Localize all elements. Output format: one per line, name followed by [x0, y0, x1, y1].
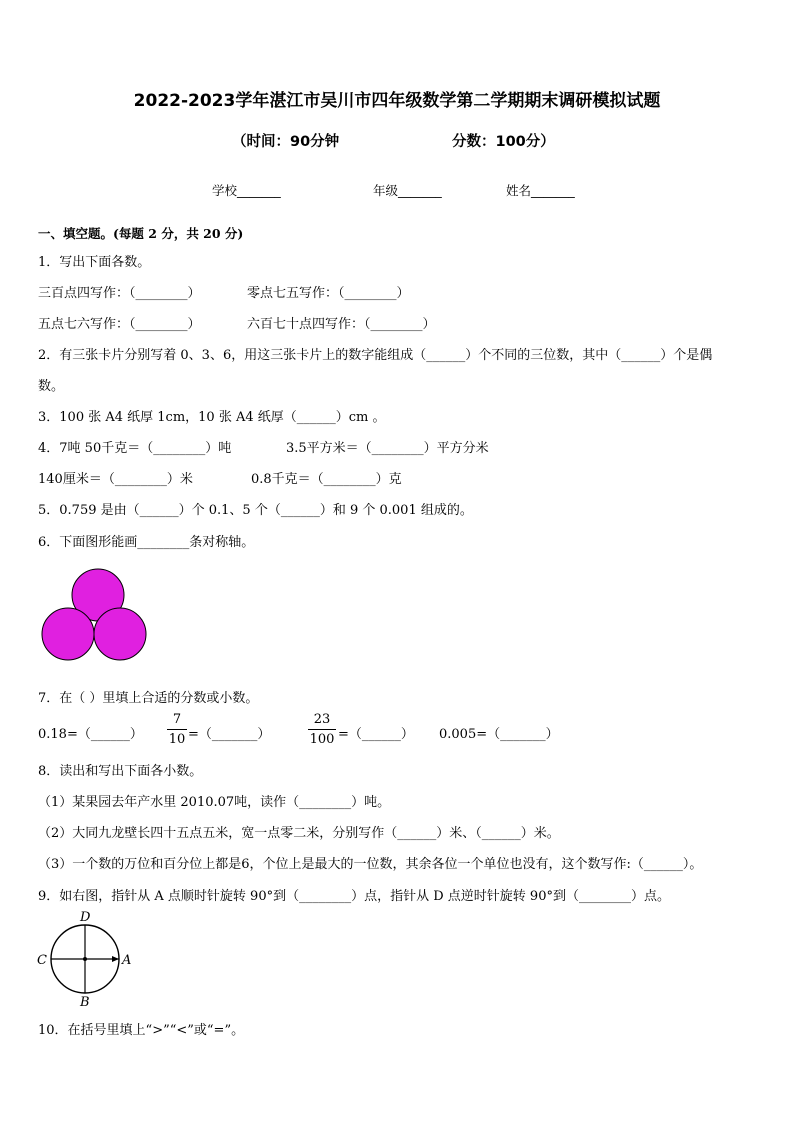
q7-item-a: 0.18=（______） [38, 727, 143, 742]
grade-field[interactable]: 年级_______ [373, 183, 442, 198]
fraction-23-100 [308, 712, 336, 747]
clock-dial-figure [34, 908, 144, 1010]
fraction-denominator: 10 [168, 732, 186, 747]
q1-item-a: 三百点四写作：（________） [38, 286, 201, 301]
fraction-bar [308, 729, 336, 730]
q1-item-b: 零点七五写作：（________） [247, 286, 410, 301]
q8-sub-2: （2）大同九龙壁长四十五点五米，宽一点零二米，分别写作（______）米、（______）米。 [38, 826, 560, 841]
q4-item-a: 4．7吨 50千克＝（________）吨 [38, 441, 232, 456]
fraction-numerator: 23 [313, 712, 331, 727]
fraction-denominator: 100 [309, 732, 335, 747]
name-field[interactable]: 姓名_______ [506, 183, 575, 198]
fraction-bar [167, 729, 187, 730]
circle-right [94, 608, 146, 660]
q7-item-d: 0.005=（_______） [439, 727, 559, 742]
page-title: 2022-2023学年湛江市吴川市四年级数学第二学期期末调研模拟试题 [133, 91, 661, 111]
q4-item-b: 3.5平方米＝（________）平方分米 [286, 441, 489, 456]
q4-item-c: 140厘米＝（________）米 [38, 472, 193, 487]
q1-item-d: 六百七十点四写作：（________） [247, 317, 436, 332]
question-5: 5．0.759 是由（______）个 0.1、5 个（______）和 9 个 0.001 组成的。 [38, 503, 473, 518]
q8-sub-1: （1）某果园去年产水里 2010.07吨，读作（________）吨。 [38, 795, 391, 810]
label-a: A [122, 953, 132, 968]
q7-item-b: =（_______） [188, 727, 271, 742]
q1-item-c: 五点七六写作：（________） [38, 317, 201, 332]
question-6: 6．下面图形能画________条对称轴。 [38, 535, 255, 550]
dial-center [83, 957, 87, 961]
question-7: 7．在（ ）里填上合适的分数或小数。 [38, 691, 259, 706]
question-1: 1．写出下面各数。 [38, 255, 151, 270]
q7-item-c: =（______） [338, 727, 414, 742]
q8-sub-3: （3）一个数的万位和百分位上都是6，个位上是最大的一位数，其余各位一个单位也没有，这个数写作:（______）。 [38, 857, 703, 872]
q4-item-d: 0.8千克＝（________）克 [251, 472, 402, 487]
three-circles-figure [38, 564, 150, 664]
question-3: 3．100 张 A4 纸厚 1cm，10 张 A4 纸厚（______）cm 。 [38, 410, 386, 425]
section-heading: 一、填空题。(每题 2 分，共 20 分) [38, 226, 244, 241]
school-field[interactable]: 学校_______ [212, 183, 281, 198]
circle-left [42, 608, 94, 660]
label-c: C [37, 953, 47, 968]
fraction-7-10 [167, 712, 187, 747]
question-2: 2．有三张卡片分别写着 0、3、6，用这三张卡片上的数字能组成（______）个不同的三位数，其中（______）个是偶 [38, 348, 713, 363]
exam-time: （时间：90分钟 [232, 134, 340, 150]
pointer-arrow-icon [112, 956, 119, 962]
label-d: D [80, 910, 91, 925]
question-9: 9．如右图，指针从 A 点顺时针旋转 90°到（________）点，指针从 D 点逆时针旋转 90°到（________）点。 [38, 889, 670, 904]
fraction-numerator: 7 [172, 712, 182, 727]
label-b: B [80, 995, 90, 1010]
question-2-cont: 数。 [38, 379, 65, 394]
exam-score: 分数：100分） [452, 134, 555, 150]
question-8: 8．读出和写出下面各小数。 [38, 764, 203, 779]
question-10: 10．在括号里填上“>”“<”或“=”。 [38, 1023, 245, 1038]
